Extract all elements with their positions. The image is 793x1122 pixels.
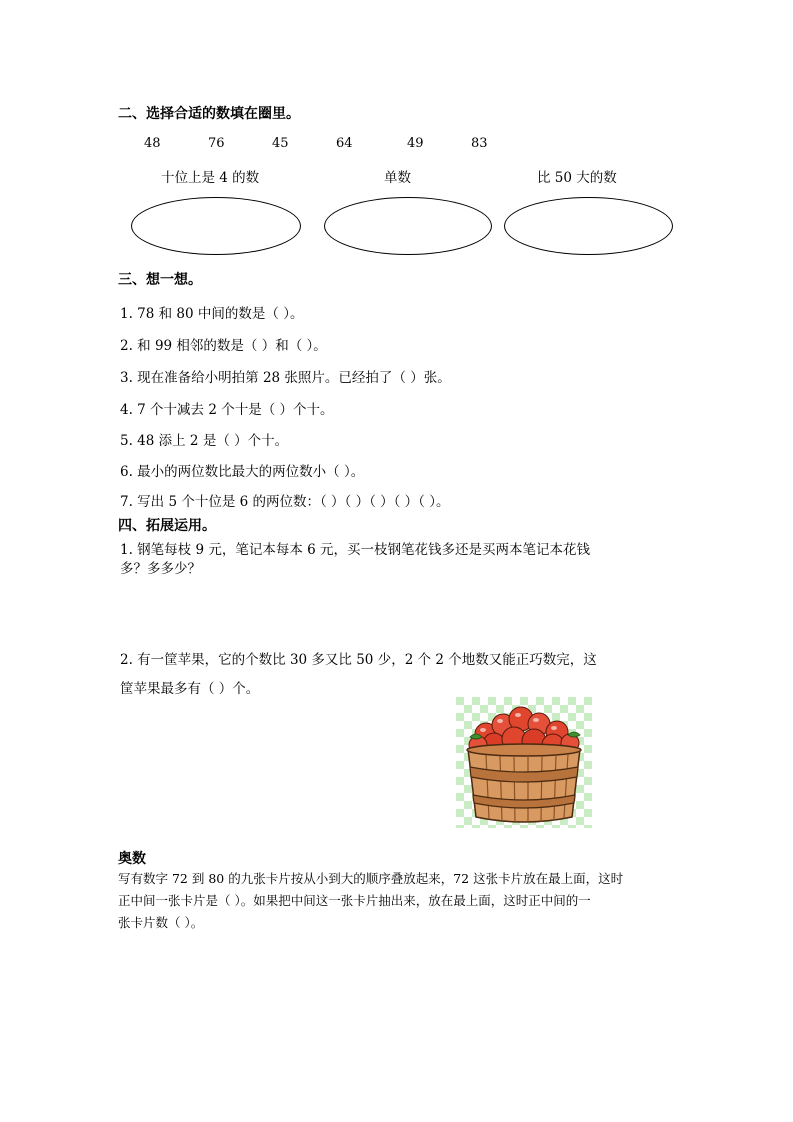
- number-option[interactable]: 83: [471, 136, 488, 151]
- olympiad-line2: 正中间一张卡片是（ ）。如果把中间这一张卡片抽出来，放在最上面，这时正中间的一: [118, 893, 591, 908]
- circle-label-tens-4: 十位上是 4 的数: [161, 170, 260, 186]
- number-option[interactable]: 48: [144, 136, 161, 151]
- section4-heading: 四、拓展运用。: [118, 518, 216, 534]
- number-option[interactable]: 76: [208, 136, 225, 151]
- question-item: 1. 78 和 80 中间的数是（ ）。: [120, 306, 304, 322]
- apple-basket-image: [456, 697, 592, 828]
- question-item: 7. 写出 5 个十位是 6 的两位数：（ ）（ ）（ ）（ ）（ ）。: [120, 494, 450, 510]
- section2-heading: 二、选择合适的数填在圈里。: [118, 106, 300, 122]
- number-option[interactable]: 49: [407, 136, 424, 151]
- question-item: 6. 最小的两位数比最大的两位数小（ ）。: [120, 464, 365, 480]
- circle-label-greater-50: 比 50 大的数: [537, 170, 617, 186]
- circle-label-odd: 单数: [384, 170, 411, 186]
- number-option[interactable]: 45: [272, 136, 289, 151]
- question-2-line2: 筐苹果最多有（ ）个。: [120, 681, 260, 697]
- question-1-line1: 1. 钢笔每枝 9 元，笔记本每本 6 元，买一枝钢笔花钱多还是买两本笔记本花钱: [120, 542, 591, 558]
- answer-circle-tens-4[interactable]: [131, 197, 301, 255]
- olympiad-heading: 奥数: [118, 851, 146, 867]
- answer-circle-odd[interactable]: [324, 197, 492, 255]
- olympiad-line1: 写有数字 72 到 80 的九张卡片按从小到大的顺序叠放起来，72 这张卡片放在最上面，这时: [118, 871, 624, 886]
- question-item: 5. 48 添上 2 是（ ）个十。: [120, 433, 289, 449]
- question-item: 2. 和 99 相邻的数是（ ）和（ ）。: [120, 338, 327, 354]
- question-2-line1: 2. 有一筐苹果，它的个数比 30 多又比 50 少，2 个 2 个地数又能正巧数完，这: [120, 652, 597, 668]
- question-item: 4. 7 个十减去 2 个十是（ ）个十。: [120, 402, 334, 418]
- olympiad-line3: 张卡片数（ ）。: [118, 915, 204, 930]
- question-1-line2: 多？多多少？: [120, 561, 201, 577]
- number-option[interactable]: 64: [336, 136, 353, 151]
- answer-circle-greater-50[interactable]: [504, 197, 673, 255]
- question-item: 3. 现在准备给小明拍第 28 张照片。已经拍了（ ）张。: [120, 370, 451, 386]
- section3-heading: 三、想一想。: [118, 272, 202, 288]
